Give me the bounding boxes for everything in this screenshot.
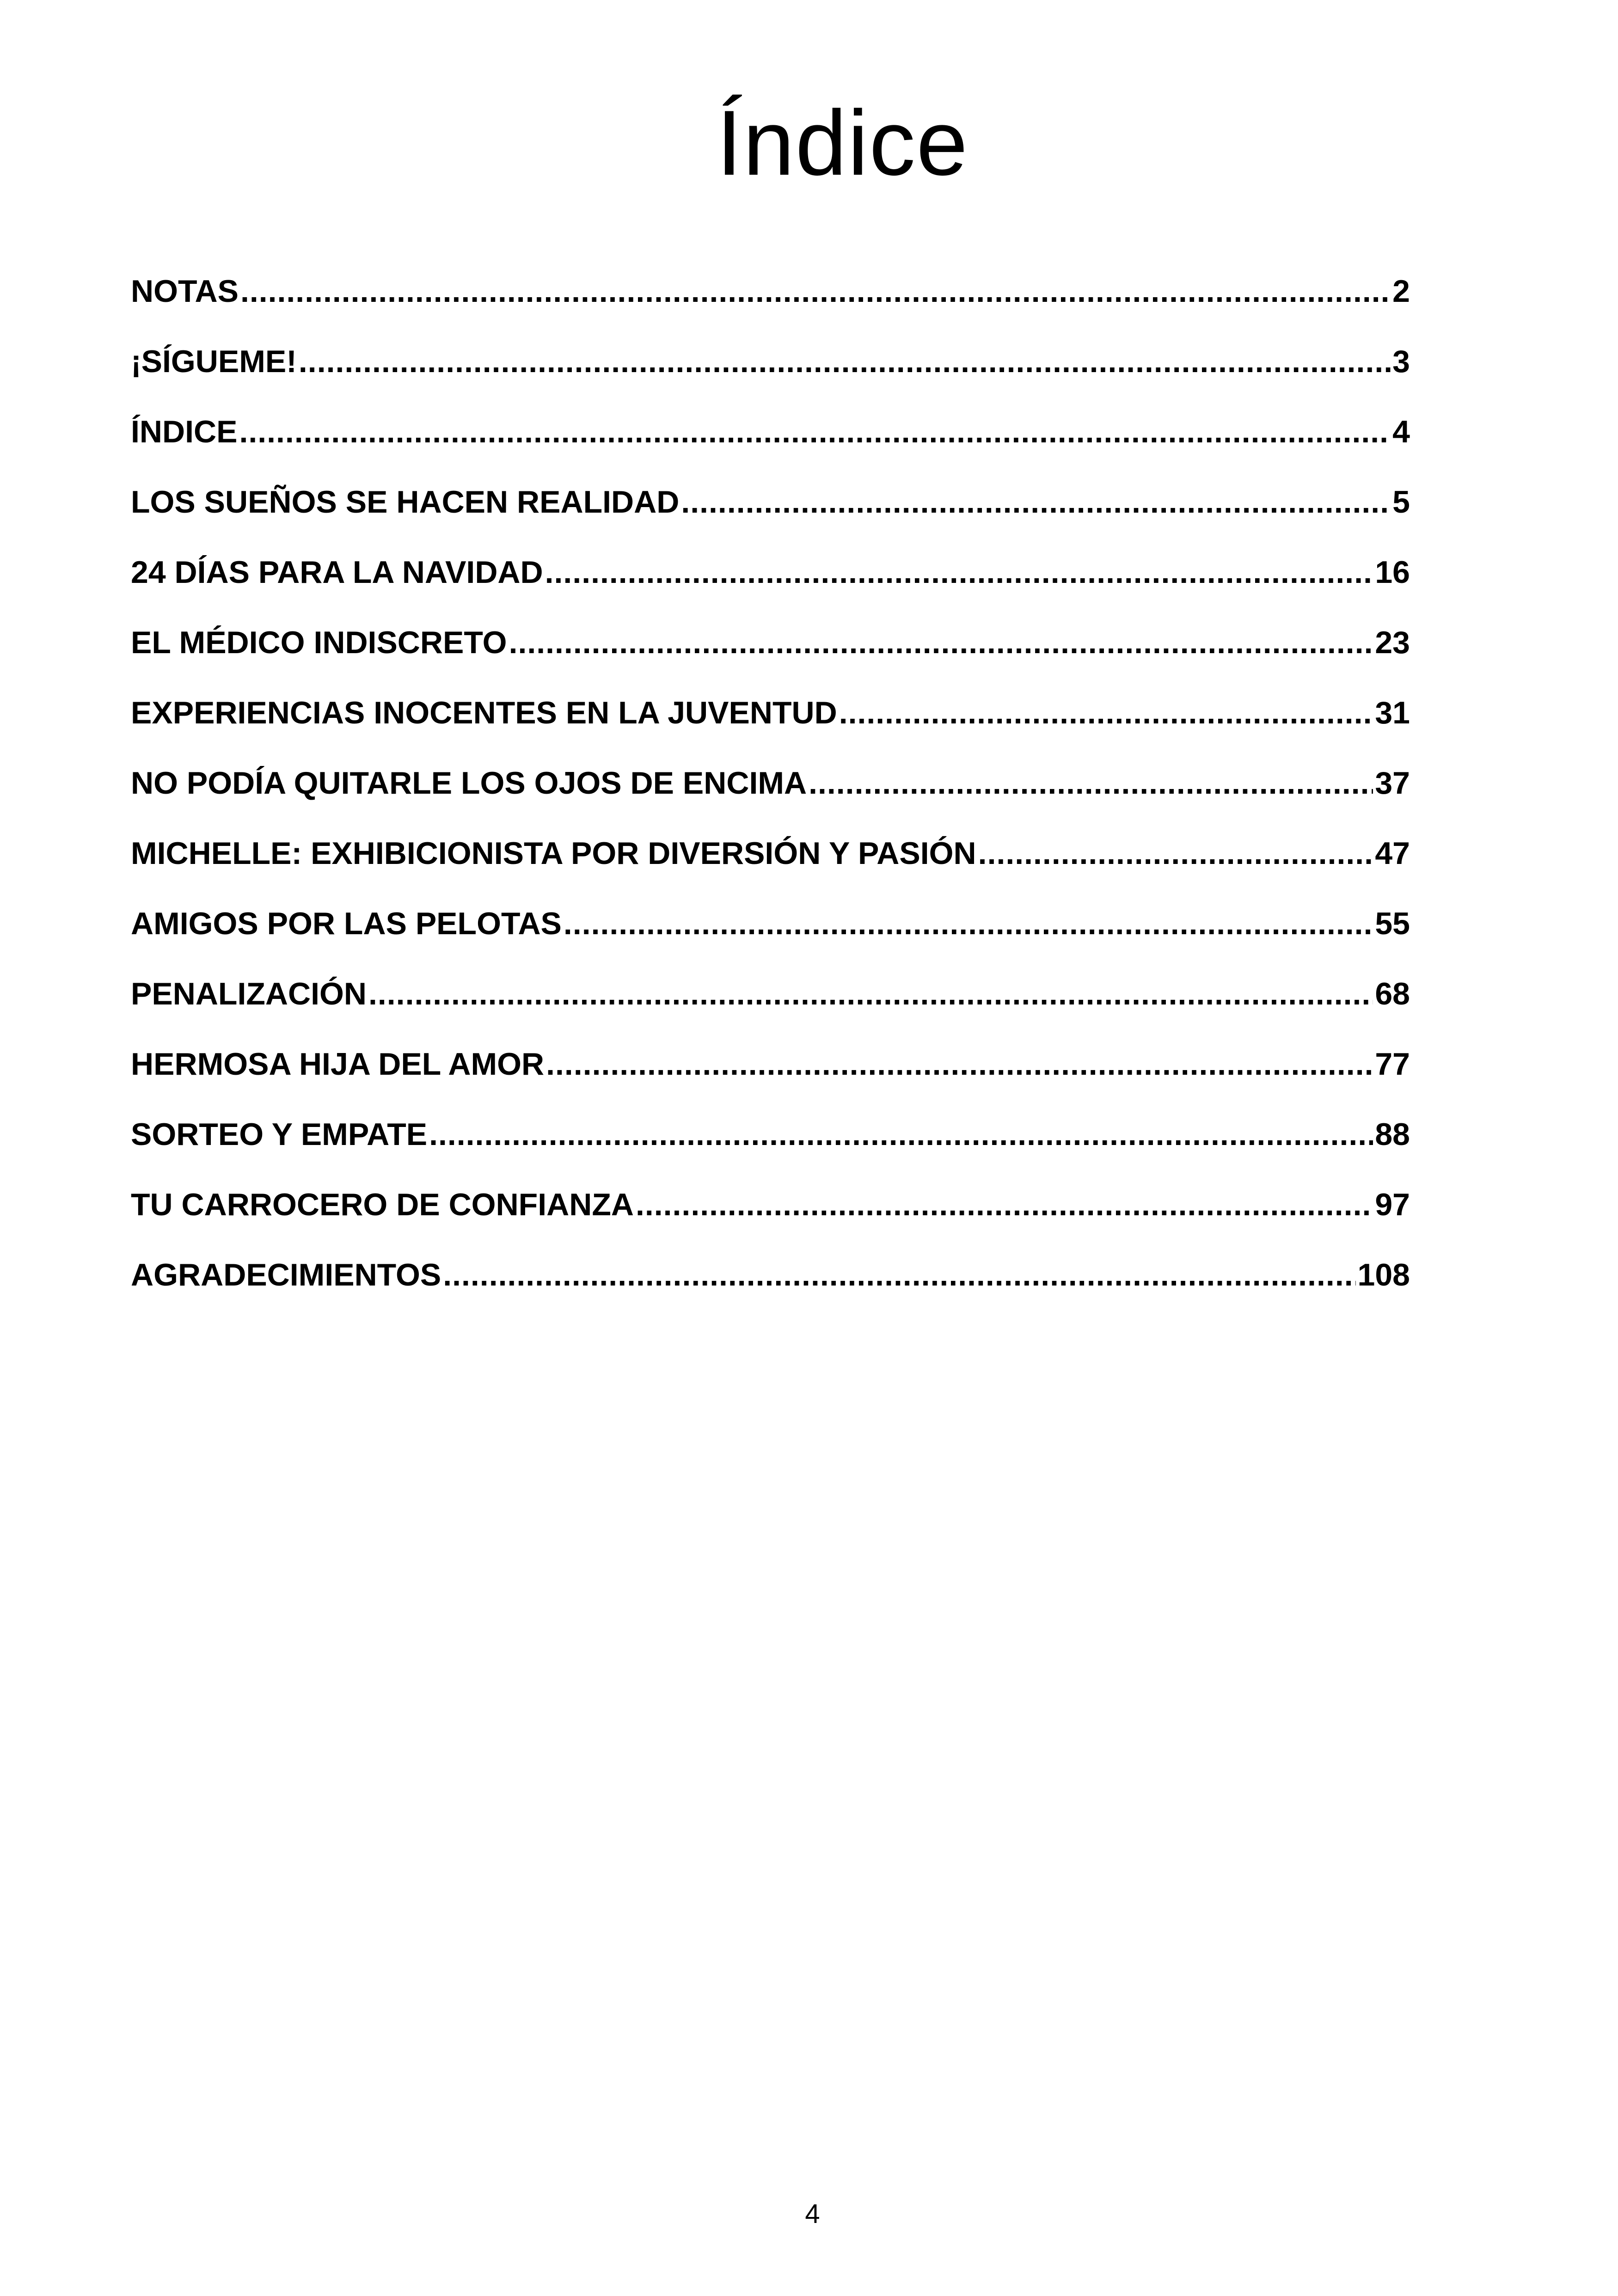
toc-entry[interactable] [131, 826, 1410, 896]
toc-entry-page: 77 [1375, 1047, 1410, 1082]
toc-entry-label: HERMOSA HIJA DEL AMOR [131, 1047, 545, 1082]
toc-entry-label: ¡SÍGUEME! [131, 344, 297, 379]
toc-entry-label: NO PODÍA QUITARLE LOS OJOS DE ENCIMA [131, 765, 807, 801]
toc-dot-leader [429, 1107, 1373, 1162]
toc-dot-leader [239, 404, 1391, 459]
toc-entry-label: 24 DÍAS PARA LA NAVIDAD [131, 555, 543, 590]
toc-entry-page: 68 [1375, 976, 1410, 1011]
toc-entry-page: 55 [1375, 906, 1410, 941]
toc-entry-label: LOS SUEÑOS SE HACEN REALIDAD [131, 484, 680, 520]
toc-dot-leader [545, 545, 1373, 600]
toc-entry-page: 16 [1375, 555, 1410, 590]
page-number: 4 [805, 2199, 820, 2229]
toc-dot-leader [299, 334, 1391, 389]
toc-dot-leader [509, 615, 1373, 670]
toc-entry-page: 23 [1375, 625, 1410, 660]
toc-entry[interactable] [131, 615, 1410, 685]
toc-dot-leader [681, 474, 1391, 530]
toc-entry[interactable] [131, 263, 1410, 334]
toc-entry-label: AMIGOS POR LAS PELOTAS [131, 906, 562, 941]
toc-entry-page: 88 [1375, 1117, 1410, 1152]
toc-entry-label: EXPERIENCIAS INOCENTES EN LA JUVENTUD [131, 695, 837, 730]
toc-entry[interactable] [131, 1177, 1410, 1247]
toc-entry[interactable] [131, 1247, 1410, 1317]
toc-entry-page: 3 [1392, 344, 1410, 379]
toc-entry-page: 2 [1392, 274, 1410, 309]
toc-entry[interactable] [131, 966, 1410, 1036]
toc-dot-leader [636, 1177, 1373, 1232]
toc-entry-page: 108 [1357, 1257, 1410, 1292]
toc-entry[interactable] [131, 404, 1410, 474]
toc-entry-page: 4 [1392, 414, 1410, 449]
toc-entry-page: 5 [1392, 484, 1410, 520]
toc-entry[interactable] [131, 334, 1410, 404]
toc-entry[interactable] [131, 545, 1410, 615]
toc-entry-label: PENALIZACIÓN [131, 976, 367, 1011]
toc-dot-leader [546, 1036, 1373, 1092]
toc-entry-page: 47 [1375, 836, 1410, 871]
toc-dot-leader [564, 896, 1373, 951]
toc-entry-label: AGRADECIMIENTOS [131, 1257, 441, 1292]
toc-entry-label: MICHELLE: EXHIBICIONISTA POR DIVERSIÓN Y PASIÓN [131, 836, 976, 871]
toc-dot-leader [809, 755, 1373, 811]
toc-dot-leader [839, 685, 1373, 741]
toc-entry-label: SORTEO Y EMPATE [131, 1117, 428, 1152]
page-title: Índice [716, 92, 969, 195]
toc-entry-page: 97 [1375, 1187, 1410, 1222]
toc-entry[interactable] [131, 1036, 1410, 1107]
toc-entry-label: TU CARROCERO DE CONFIANZA [131, 1187, 634, 1222]
toc-entry[interactable] [131, 685, 1410, 755]
toc-dot-leader [443, 1247, 1355, 1303]
toc-entry[interactable] [131, 755, 1410, 826]
toc-entry[interactable] [131, 896, 1410, 966]
table-of-contents [131, 263, 1410, 1317]
toc-entry-label: NOTAS [131, 274, 239, 309]
toc-entry-page: 31 [1375, 695, 1410, 730]
toc-entry-page: 37 [1375, 765, 1410, 801]
toc-dot-leader [368, 966, 1373, 1022]
toc-entry[interactable] [131, 1107, 1410, 1177]
toc-entry[interactable] [131, 474, 1410, 545]
toc-dot-leader [240, 263, 1391, 319]
toc-entry-label: ÍNDICE [131, 414, 238, 449]
toc-dot-leader [978, 826, 1373, 881]
toc-entry-label: EL MÉDICO INDISCRETO [131, 625, 507, 660]
